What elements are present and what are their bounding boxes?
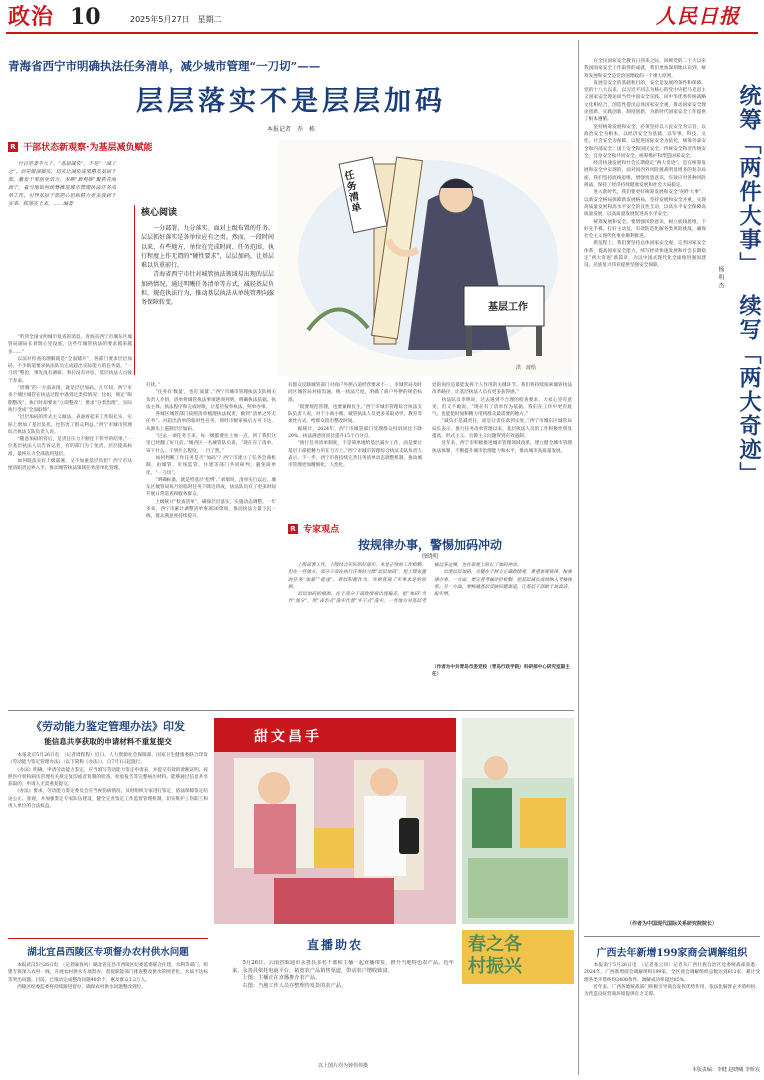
issue-date: 2025年5月27日 星期二: [130, 15, 222, 24]
hubei-top-rule: [8, 938, 208, 939]
core-reading-box: [134, 205, 274, 375]
commentary-banner-text: 专家观点: [303, 525, 340, 535]
main-body-col-4: 处的岗位是最能发挥个人作用的关键环节。我们将持续探索城管执法改革路径，让基层执法人员有更多获得感。” 执法队员李明说，过去遇到不合理的检查要求，大家心里有意见，但又不敢说。“现在有了清单作为依据，我们在工作中更有底气，也能把时间和精力用到群众最需要的地方。” “减负不是减责任，而是让责任落到实处。”西宁市城东区城管局局长表示，推行任务清单管理以来，基层执法人员的工作积极性明显提高，形式主义、官僚主义问题得到有效遏制。 近年来，西宁市积极推进城市管理领域改革，建立健全城市管理执法体制，不断提升城市治理能力和水平，推动城市高质量发展。: [432, 383, 572, 454]
photo-caption-banner-text: 春之各 村振兴: [468, 934, 522, 977]
commentary-banner: [288, 518, 488, 535]
section-label: 政治: [8, 4, 55, 30]
core-reading-text: 一分部署，九分落实。面对上级布置的任务，层层抓好落实是各单位应有之责。然而，一段时间以来，有些地方、单位在完成时间、任务范围、执行程度上作无谓的“硬性要求”，层层加码，让基层难以负重前行。 青海省西宁市针对城管执法领域易出现的层层加码情况，通过明晰任务清单等方式，减轻基层负担，规范执法行为，推动基层执法从单纯管理向服务保障转变。: [141, 225, 274, 307]
commentary-signoff: （作者为中共青岛市委党校（青岛行政学院）科研部中心研究室副主任）: [432, 665, 570, 677]
commentary-author: 徐晓明: [421, 554, 439, 560]
photo-small-svg: [462, 718, 574, 924]
right-headline-part-1: 统筹「两件大事」: [736, 84, 762, 276]
cartoon-label-task: 任务清单: [343, 169, 363, 215]
page-number: 10: [70, 4, 101, 30]
photo-main: [214, 718, 456, 924]
guangxi-article-title: 广西去年新增199家商会调解组织: [596, 948, 748, 959]
column-banner: [8, 136, 308, 153]
right-headline: [712, 84, 760, 544]
right-headline-part-2: 续写「两大奇迹」: [736, 294, 762, 486]
right-column-signoff: （作者为中国现代国际关系研究院院长）: [626, 921, 717, 927]
main-body-col-2: 打扰。” “任务有‘数量’，也有‘质量’。”西宁市城市管理执法支队相关负责人介绍，清单将城管执法事项逐项列明，明确执法依据、执法主体、执法程序和完成时限，让基层按单执法、照单办事。 各城区城管部门按照清单梳理执法权责，做到“清单之外无任务”。对超出清单的临时性任务，须经市级审核后方可下达，从源头上遏制层层加码。 “过去一项任务下来，每一级都要往上加一点，到了我们这里已经翻了好几倍。”城西区一名城管队员说，“现在有了清单，该干什么、干到什么程度，一目了然。” 如何判断工作任务是否“加码”？西宁市建立了任务会商机制，由城管、市场监管、住建等部门共同研判，避免简单化、“一刀切”。 “明确标准，就是给基层‘松绑’。”刘瑞说，清单实行以后，城东区城管局每月的临时任务下降近四成，执法队员有了更多时间开展日常巡查和服务群众。 上级统计“检查清单”，确保层层落实，实施动态调整。一年多来，西宁市累计调整清单事项30余项，推动执法力量下沉一线，群众满意度持续提升。: [146, 383, 276, 520]
cartoon-illustration: [278, 140, 572, 376]
cartoon-credit: 洪 波绘: [516, 365, 537, 371]
main-article-byline: 本报记者 乔 栋: [266, 126, 315, 133]
photo-feature-credit: 以上图片均为钟伟伟摄: [317, 1063, 368, 1069]
photo-sign-text: 甜文昌手: [254, 729, 322, 745]
main-article-title: 层层落实不是层层加码: [136, 86, 446, 117]
core-reading-label: 核心阅读: [141, 208, 178, 218]
page-header: [0, 0, 764, 34]
page-editors: 本版责编：李健 赵晓曦 李昕宸: [691, 1067, 760, 1073]
main-body-col-3: 有群众反映城管部门对商户外摆占道经营要求不一，市城管局及时同区城管局对接沟通，统一执法尺度，明确了商户外摆的规范标准。 “既要规范管理，也要兼顾民生。”西宁市城市管理综合执法支队负责人说，对于小商小贩，城管执法人员更多采取劝导、教育等柔性方式，给群众留出整改时间。 据统计，2024年，西宁市城管部门受理群众投诉同比下降20%，执法满意度同比提升15个百分点。 “推行任务清单制度，不是简单地给基层减少工作，而是要让基层干部把精力用在刀刃上。”西宁市城市管理综合执法支队负责人表示，下一步，西宁市将持续完善任务清单动态调整机制，推动城市管理更加精细化、人性化。: [288, 383, 422, 469]
cartoon-svg: [278, 140, 572, 376]
hubei-article-body: 本报武汉5月26日电 （记者喻春风）湖北省宜昌市西陵区纪委监委联合住建、水利等部门，组建专班深入农村一线，开展农村供水专项督办，督促职能部门排查整改供水管网老化、水质不达标等突出问题。目前，已推动完成整改问题40余个，惠及群众1.2万人。 西陵区纪委监委将持续跟进督办，确保农村供水问题整改到位。: [8, 963, 208, 990]
column-banner-text: 干部状态新观察·为基层减负赋能: [23, 143, 153, 153]
labor-article-body: 本报北京5月26日电 （记者周程程）近日，人力资源社会保障部、国家卫生健康委联合印发《劳动能力鉴定管理办法》（以下简称《办法》），自7月1日起施行。 《办法》明确，申请劳动能力鉴定，应当填写劳动能力鉴定申请表，并提交有效的诊断证明、按照医疗机构病历管理有关规定复印或者复制的检查、检验报告等完整病历材料。能够通过信息共享获取的，申请人无需重复提交。 《办法》要求，劳动能力鉴定委员会应当视伤病情况，及时组织专家进行鉴定，依法保障鉴定结论公正、客观，并加强鉴定专家队伍建设，健全完善鉴定工作监督管理机制，切实维护工伤职工和用人单位的合法权益。: [8, 753, 208, 810]
cartoon-label-site: 基层工作: [488, 302, 528, 313]
photo-main-svg: [214, 718, 456, 924]
guangxi-article-body: 本报南宁5月26日电 （记者张云河）记者从广西壮族自治区党委统战部获悉：2024年，广西新增商会调解组织199家，全区商会调解组织总数达到612家，累计受理各类矛盾纠纷3400余件，调解成功率超过85%。 近年来，广西各地统战部门积极引导商会发挥优势作用，依法化解涉企矛盾纠纷，为营造良好营商环境提供有力支撑。: [584, 963, 760, 998]
photo-feature-title: 直播助农: [306, 938, 363, 952]
hubei-article-title: 湖北宜昌西陵区专项督办农村供水问题: [27, 947, 189, 958]
divider-right-bottom: [584, 936, 760, 937]
main-article-kicker: 青海省西宁市明确执法任务清单，减少城市管理“一刀切”——: [8, 59, 321, 73]
divider-right-column: [578, 40, 579, 1075]
paper-name-logo: 人民日报: [656, 4, 740, 28]
photo-caption-banner: [462, 930, 574, 984]
editor-note: 行百里者半九十。“基层减负”，不是“一减了之”，而是做深做实，切实让减负成果惠及基层干部，激发干事创业活力。本期“新观察”聚焦青海西宁，看当地如何统筹推进城市管理执法任务清单工作，引导基层干部把心思和精力更多放到干实事、抓落实上来。……编者: [8, 161, 116, 207]
right-column-body: 在全民国家安全教育日到来之际，回顾党的二十大以来我国国家安全工作取得的成就，我们更加深刻地认识到，统筹发展和安全是党治国理政的一个重大原则。 发展是安全的基础和目的，安全是发展的条件和保障。党的十八大以来，以习近平同志为核心的党中央把马克思主义国家安全理论同当代中国安全实践、同中华优秀传统战略文化相结合，创造性提出总体国家安全观，推动国家安全理论创新、实践创新、制度创新，为新时代国家安全工作提供了根本遵循。 坚持统筹发展和安全，必须坚持以人民安全为宗旨，以政治安全为根本，以经济安全为基础，以军事、科技、文化、社会安全为保障，以促进国际安全为依托，统筹外部安全和内部安全、国土安全和国民安全、传统安全和非传统安全、自身安全和共同安全，统筹维护和塑造国家安全。 经济快速发展和社会长期稳定“两大奇迹”，是在统筹发展和安全中实现的。面对国内外风险挑战明显增多的复杂局面，我们坚持底线思维，增强忧患意识，有效应对各种风险挑战，保持了经济持续健康发展和社会大局稳定。 进入新时代，我们要更好统筹发展和安全“两件大事”，以新安全格局保障新发展格局，坚持发展和安全并重，实现高质量发展和高水平安全的良性互动，以高水平安全保障高质量发展，以高质量发展促进高水平安全。 统筹发展和安全，要增强风险意识，树立底线思维，下好先手棋、打好主动仗，有效防范化解各类风险挑战，确保社会主义现代化事业顺利推进。 新征程上，我们要坚持总体国家安全观，完善国家安全体系，提高国家安全能力，续写经济快速发展和社会长期稳定“两大奇迹”新篇章，为以中国式现代化全面推进强国建设、民族复兴伟业提供坚强安全保障。: [584, 59, 706, 269]
main-body-col-1: “听到全国文明城市复查的消息，青海省西宁市城东区城管局副局长刘瑞心里没底，这些年城管执法的要求越来越多……” 以前对检查的理解就是“全面铺开”，各部门要求层层加码，不少街道要求执法队员完成超出实际能力的任务量。“一刀切”整治，事先没有调研，事后没有评估，基层执法人员疲于奔命。 “折腾”的一方面表现，就是层层加码。几年间，西宁市多个城区城管在执法过程中遇到过类似情况：比如，规定“限期整改”，执行时却要求“立即整改”；要求“分类治理”，实际执行变成“全面取缔”。 “层层加码的形式主义做法，表面看起来工作很扎实，实际上增加了基层负担，也伤害了群众利益。”西宁市城市管理综合执法支队负责人说。 “随意加码的背后，是责任压力不断往下传导的结果。”一位基层执法人员告诉记者，有的部门为了免责，层层提高标准，最终压力全部落到基层。 如何既落实好上级部署，又不加重基层负担？西宁市从厘清职责边界入手，推动城管执法领域任务清单化管理。: [8, 335, 132, 472]
commentary-title: 按规律办事，警惕加码冲动: [357, 538, 502, 552]
commentary-banner-icon: R: [288, 524, 298, 534]
right-headline-author: 杨明杰: [717, 266, 724, 290]
column-banner-icon: R: [8, 142, 18, 152]
labor-article-title: 《劳动能力鉴定管理办法》印发: [31, 720, 185, 733]
commentary-body: 上级部署工作，下级结合实际抓好落实，本是正常的工作机制。但在一些地方，部分干部在执行任务时习惯“层层加码”，把上级布置的任务“加量”“提速”，看似积极作为，实则背离了实事求是的原则。 层层加码的根源，在于部分干部政绩观出现偏差，把“加码”当作“加分”，用“表态式”落实代替“实干式”落实。一些地方对基层考核过多过频，也在客观上助长了加码冲动。 治理层层加码，关键在于树立正确政绩观，尊重客观规律，按规律办事。一方面，要完善考核评价机制，把基层减负成效纳入考核体系；另一方面，要畅通基层反映问题渠道，让基层干部敢于说真话、报实情。: [288, 563, 572, 605]
photo-small: [462, 718, 574, 924]
labor-article-subtitle: 能信息共享获取的申请材料不重复提交: [44, 737, 172, 746]
header-rule: [6, 32, 758, 34]
photo-feature-caption: 5月26日，云南省昭通市永善县多名干部和主播一起直播带货，推介当地特色农产品。近年来，永善县依托电商平台，拓宽农产品销售渠道，带动农户增收致富。 上图：主播正在直播推介农产品。 右图：当地工作人员在整理待发货的农产品。: [232, 960, 454, 989]
divider-main-bottom: [8, 710, 574, 711]
